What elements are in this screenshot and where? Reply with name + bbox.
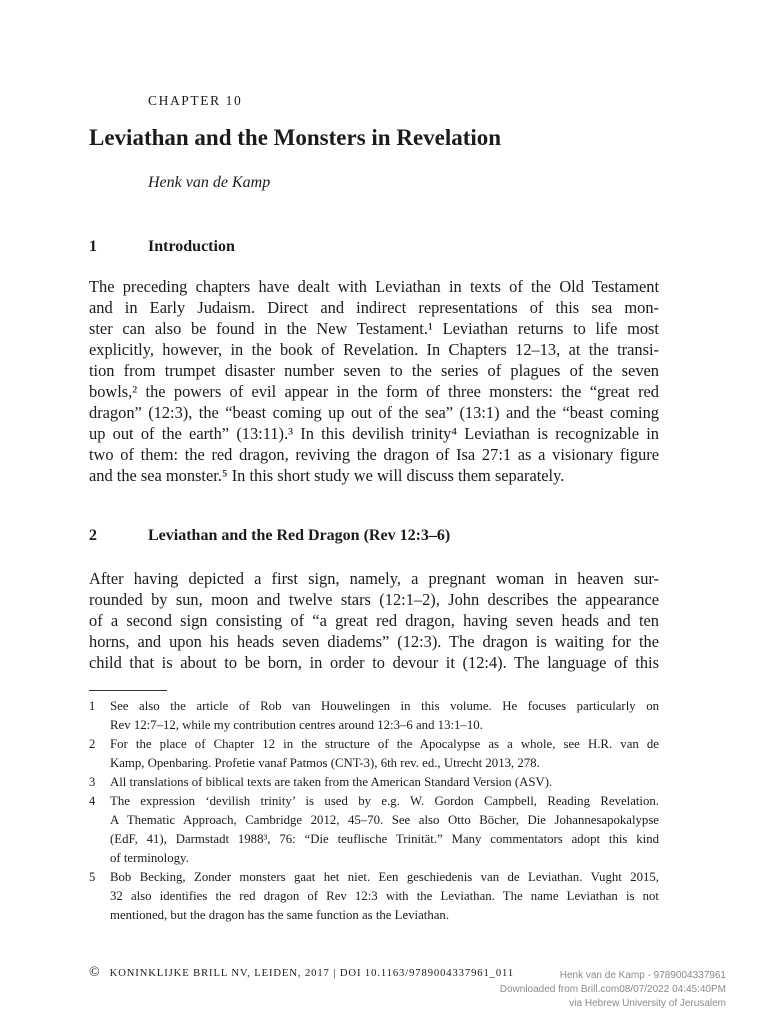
body-line: rounded by sun, moon and twelve stars (12:1–2), John describes the appearance xyxy=(89,590,659,609)
footnote-line: Bob Becking, Zonder monsters gaat het niet. Een geschiedenis van de Leviathan. Vught 2015, xyxy=(110,870,659,884)
footnote-line: Rev 12:7–12, while my contribution centres around 12:3–6 and 13:1–10. xyxy=(110,718,483,732)
section-number: 1 xyxy=(89,238,97,255)
footnote-number: 3 xyxy=(89,775,96,789)
body-line: After having depicted a first sign, namely, a pregnant woman in heaven sur- xyxy=(89,569,659,588)
footnote-number: 1 xyxy=(89,699,96,713)
watermark-author: Henk van de Kamp - 9789004337961 xyxy=(559,970,726,981)
footnote-number: 4 xyxy=(89,794,96,808)
footnote-line: mentioned, but the dragon has the same function as the Leviathan. xyxy=(110,908,450,922)
footnote-number: 2 xyxy=(89,737,96,751)
footnote-line: of terminology. xyxy=(110,851,189,865)
chapter-title: Leviathan and the Monsters in Revelation xyxy=(89,125,502,150)
footnote-line: See also the article of Rob van Houwelingen in this volume. He focuses particularly on xyxy=(110,699,659,713)
body-line: and in Early Judaism. Direct and indirect representations of this sea mon- xyxy=(89,298,659,317)
body-line: and the sea monster.⁵ In this short study we will discuss them separately. xyxy=(89,466,565,485)
author-name: Henk van de Kamp xyxy=(148,174,271,191)
footnote-line: Kamp, Openbaring. Profetie vanaf Patmos (CNT-3), 6th rev. ed., Utrecht 2013, 278. xyxy=(110,756,540,770)
body-line: bowls,² the powers of evil appear in the form of three monsters: the “great red xyxy=(89,382,659,401)
copyright-text: KONINKLIJKE BRILL NV, LEIDEN, 2017 | DOI 10.1163/9789004337961_011 xyxy=(109,968,515,979)
body-line: ster can also be found in the New Testament.¹ Leviathan returns to life most xyxy=(89,319,659,338)
body-line: dragon” (12:3), the “beast coming up out of the sea” (13:1) and the “beast coming xyxy=(89,403,659,422)
footnote-divider xyxy=(89,690,167,691)
footnote-line: The expression ‘devilish trinity’ is used by e.g. W. Gordon Campbell, Reading Revelation. xyxy=(110,794,659,808)
body-line: explicitly, however, in the book of Revelation. In Chapters 12–13, at the transi- xyxy=(89,340,659,359)
chapter-label: CHAPTER 10 xyxy=(148,93,243,108)
watermark-download: Downloaded from Brill.com08/07/2022 04:45:40PM xyxy=(499,984,726,995)
section-number: 2 xyxy=(89,527,97,544)
section-title: Introduction xyxy=(148,238,235,255)
section-title: Leviathan and the Red Dragon (Rev 12:3–6) xyxy=(148,527,451,544)
body-line: two of them: the red dragon, reviving the dragon of Isa 27:1 as a visionary figure xyxy=(89,445,659,464)
footnote-line: For the place of Chapter 12 in the structure of the Apocalypse as a whole, see H.R. van de xyxy=(110,737,659,751)
watermark-institution: via Hebrew University of Jerusalem xyxy=(569,998,726,1009)
body-line: horns, and upon his heads seven diadems” (12:3). The dragon is waiting for the xyxy=(89,632,659,651)
copyright-line xyxy=(89,965,514,981)
footnote-number: 5 xyxy=(89,870,96,884)
body-line: of a second sign consisting of “a great red dragon, having seven heads and ten xyxy=(89,611,659,630)
body-line: The preceding chapters have dealt with Leviathan in texts of the Old Testament xyxy=(89,277,659,296)
body-line: child that is about to be born, in order to devour it (12:4). The language of this xyxy=(89,653,659,672)
copyright-icon: © xyxy=(89,965,100,980)
footnote-line: All translations of biblical texts are taken from the American Standard Version (ASV). xyxy=(110,775,553,789)
footnote-line: (EdF, 41), Darmstadt 1988³, 76: “Die teuflische Trinität.” Many commentators adopt this kind xyxy=(110,832,659,846)
body-line: up out of the earth” (13:11).³ In this devilish trinity⁴ Leviathan is recognizable in xyxy=(89,424,659,443)
body-line: tion from trumpet disaster number seven to the series of plagues of the seven xyxy=(89,361,659,380)
footnote-line: 32 also identifies the red dragon of Rev 12:3 with the Leviathan. The name Leviathan is not xyxy=(110,889,659,903)
footnote-line: A Thematic Approach, Cambridge 2012, 45–70. See also Otto Böcher, Die Johannesapokalypse xyxy=(110,813,659,827)
